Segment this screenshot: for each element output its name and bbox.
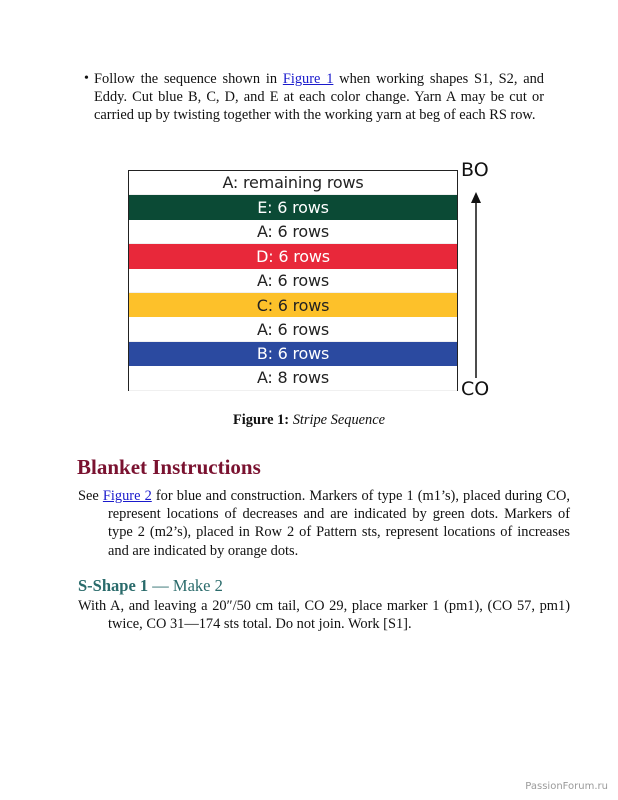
subheading-note: — Make 2 bbox=[148, 576, 223, 595]
bo-label: BO bbox=[461, 159, 489, 181]
bullet-text-part: Follow the sequence shown in bbox=[94, 71, 283, 87]
stripe-row: E: 6 rows bbox=[129, 195, 457, 219]
bullet-text-part: when working shapes S1, S2, and Eddy. Cut blue B, C, D, and E at each color change. Yarn A may be cut or carried up by twisting together with the working yarn at beg of each RS row. bbox=[94, 71, 544, 124]
caption-title: Stripe Sequence bbox=[292, 412, 385, 428]
stripe-row: A: remaining rows bbox=[129, 171, 457, 195]
co-label: CO bbox=[461, 378, 490, 400]
watermark: PassionForum.ru bbox=[525, 781, 608, 792]
instructions-paragraph: With A, and leaving a 20″/50 cm tail, CO 29, place marker 1 (pm1), (CO 57, pm1) twice, CO 31—174 sts total. Do not join. Work [S1]. bbox=[78, 598, 570, 633]
section-heading: Blanket Instructions bbox=[77, 455, 261, 479]
up-arrow-icon bbox=[466, 190, 486, 380]
paragraph-text: See bbox=[78, 488, 103, 504]
stripe-row: C: 6 rows bbox=[129, 293, 457, 317]
stripe-sequence-figure bbox=[128, 170, 458, 391]
bullet-icon: • bbox=[84, 71, 89, 86]
stripe-row: B: 6 rows bbox=[129, 342, 457, 366]
paragraph-text: for blue and construction. Markers of type 1 (m1’s), placed during CO, represent locations of decreases and are indicated by green dots. Markers of type 2 (m2’s), placed in Row 2 of Pattern sts, represent locations of increases and are indicated by orange dots. bbox=[108, 488, 570, 559]
bullet-text bbox=[94, 70, 544, 125]
stripe-row: A: 8 rows bbox=[129, 366, 457, 390]
stripe-row: A: 6 rows bbox=[129, 269, 457, 293]
caption-label: Figure 1: bbox=[232, 412, 290, 428]
figure-2-link[interactable]: Figure 2 bbox=[102, 488, 152, 504]
figure-1-link[interactable]: Figure 1 bbox=[282, 71, 334, 87]
figure-caption bbox=[0, 412, 618, 429]
stripe-row: D: 6 rows bbox=[129, 244, 457, 268]
bullet-item bbox=[84, 70, 544, 125]
subheading-title: S-Shape 1 bbox=[78, 576, 149, 595]
stripe-row: A: 6 rows bbox=[129, 317, 457, 341]
stripe-row: A: 6 rows bbox=[129, 220, 457, 244]
subsection-heading bbox=[78, 576, 223, 596]
intro-paragraph bbox=[78, 487, 570, 560]
